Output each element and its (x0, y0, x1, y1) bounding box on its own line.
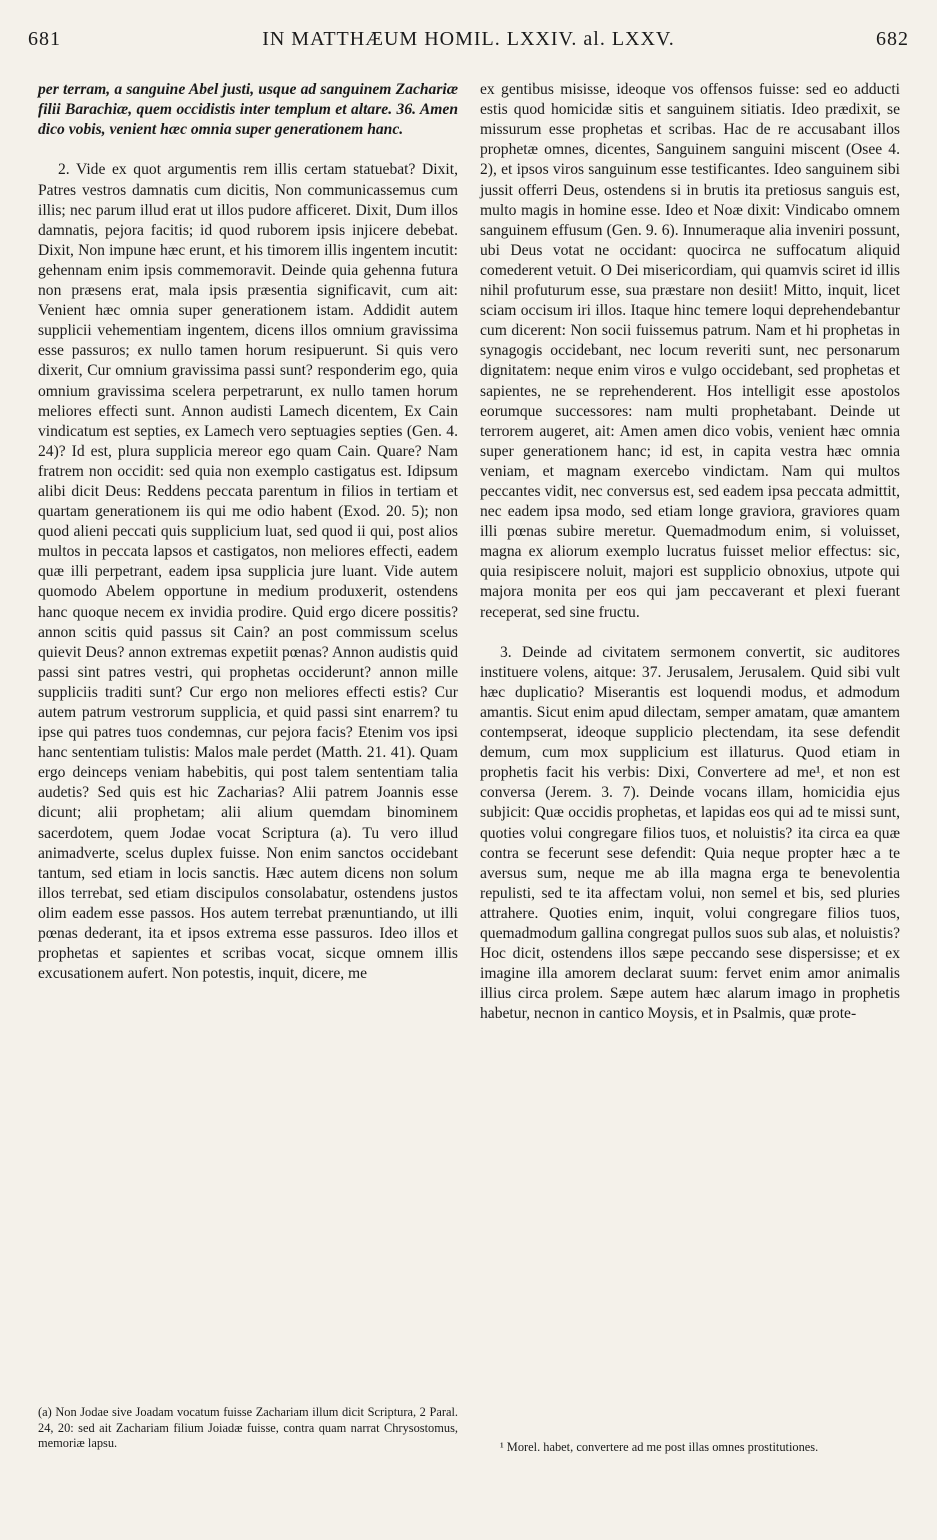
footnote-left: (a) Non Jodae sive Joadam vocatum fuisse Zachariam illum dicit Scriptura, 2 Paral. 24, 20: sed ait Zachariam filium Joiadæ fuisse, contra quam narrat Chrysostomus, memoriæ lapsu. (38, 1405, 458, 1450)
page-number-left: 681 (28, 28, 61, 50)
right-column-paragraph-a: ex gentibus misisse, ideoque vos offensos fuisse: sed eo adducti estis quod homicidæ sitis et sanguinem sitiatis. Ideo prædixit, se missurum esse prophetas et scribas. Hac de re accusabant illos prophetæ omnes, dicentes, Sanguinem sanguini miscent (Osee 4. 2), et ipsos viros sanguinum esse testificantes. Ideo sanguinem sibi jussit offerri Deus, ostendens si in brutis ita pretiosus sanguis est, multo magis in homine esse. Ideo et Noæ dixit: Vindicabo omnem sanguinem effusum (Gen. 9. 6). Innumeraque alia inveniri possunt, ubi Deus votat ne occidant: quocirca ne suffocatum aliquid comederent vetuit. O Dei misericordiam, qui quamvis sciret id illis nihil profuturum esse, sua præstare non desiit! Mitto, inquit, licet sciam occisum iri illos. Itaque hinc temere loqui deprehendebantur cum dicerent: Non socii fuissemus patrum. Nam et hi prophetas in synagogis occidebant, nec locum reveriti sunt, nec personarum dignitatem: neque enim viros e vulgo occidebant, sed prophetas et sapientes, ne se reprehenderent. Hos intelligit esse apostolos eorumque successores: nam multi prophetabant. Deinde ut terrorem augeret, ait: Amen amen dico vobis, venient hæc omnia super generationem hanc; id est, in capita vestra hæc omnia veniam, et magnam exercebo vindictam. Nam qui multos peccantes vidit, nec conversus est, sed eadem ipsa peccata admittit, nec eadem ipsa modo, sed etiam longe graviora, graviores quam illi pœnas subire meretur. Quemadmodum enim, si voluisset, magna ex aliorum exemplo lucratus fuisset melior effectus: sic, quia resipiscere noluit, majori est supplicio obnoxius, utpote qui majora monita per eos qui jam peccaverant et plexi fuerant receperat, sed sine fructu. (480, 81, 900, 621)
running-title: IN MATTHÆUM HOMIL. LXXIV. al. LXXV. (262, 28, 675, 50)
left-column-paragraph-2: 2. Vide ex quot argumentis rem illis certam statuebat? Dixit, Patres vestros damnatis cum dicitis, Non communicassemus cum illis; nec parum illud erat ut illos pudore afficeret. Dixit, Dum illos damnatis, pejora facitis; id quod ruborem ipsis injicere debebat. Dixit, Non impune hæc erunt, et his timorem illis ingentem incutit: gehennam enim ipsis commemoravit. Deinde quia gehenna futura non præsens erat, mala ipsis præsentia significavit, cum ait: Venient hæc omnia super generationem istam. Addidit autem supplicii vehementiam ingentem, dicens illos omnium gravissima esse passuros; ex nullo tamen horum resipuerunt. Si quis vero dixerit, Cur omnium gravissima passi sunt? responderim ego, quia omnium gravissima scelera perpetrarunt, ex nullo tamen horum meliores effecti sunt. Annon audisti Lamech dicentem, Ex Cain vindicatum est septies, ex Lamech vero septuagies septies (Gen. 4. 24)? Id est, plura supplicia mereor ego quam Cain. Quare? Nam fratrem non occidit: sed quia non exemplo castigatus est. Idipsum alibi dicit Deus: Reddens peccata parentum in filios in tertiam et quartam generationem iis qui me odio habent (Exod. 20. 5); non quod alieni peccati quis supplicium luat, sed quod ii qui, post alios multos in peccata lapsos et castigatos, non meliores effecti, eadem quæ illi perpetrant, eadem ipsa supplicia jure luant. Vide autem quomodo Abelem opportune in medium produxerit, ostendens hanc quoque necem ex invidia prodire. Quid ergo dicere possitis? annon scitis quid passus sit Cain? an post commissum scelus quievit Deus? annon extremas expetiit pœnas? Annon audistis quid passi sint patres vestri, qui prophetas occiderunt? annon mille suppliciis traditi sunt? Cur ergo non meliores effecti estis? Cur autem patrum vestrorum supplicia, et quid passi sint enarrem? tu ipse qui patres tuos condemnas, cur pejora facis? Etenim vos ipsi hanc sententiam tulistis: Malos male perdet (Matth. 21. 41). Quam ergo deinceps veniam habebitis, qui post talem sententiam talia audetis? Sed quis est hic Zacharias? Alii patrem Joannis esse dicunt; alii prophetam; alii alium quemdam binominem sacerdotem, quem Jodae vocat Scriptura (a). Tu vero illud animadverte, scelus duplex fuisse. Non enim sanctos occidebant tantum, sed etiam in locis sanctis. Hæc autem dicens non solum illos terrebat, sed etiam discipulos consolabatur, ostendens justos olim eadem esse passos. Hos autem terrebat prænuntiando, ut illi pœnas dederant, ita et ipsos extrema esse passuros. Ideo illos et prophetas et sapientes et scribas vocat, sicque omnem illis excusationem aufert. Non potestis, inquit, dicere, me (38, 161, 458, 983)
running-header (28, 28, 909, 56)
footnote-right: ¹ Morel. habet, convertere ad me post illas omnes prostitutiones. (500, 1440, 819, 1454)
right-column (480, 60, 900, 1440)
right-column-paragraph-3: 3. Deinde ad civitatem sermonem convertit, sic auditores instituere volens, aitque: 37. Jerusalem, Jerusalem. Quid sibi vult hæc duplicatio? Miserantis est loquendi modus, et admodum amantis. Sicut enim apud dilectam, semper amatam, quæ amantem contempserat, ideoque supplicio plectendam, ita sese defendit demum, cum mox supplicium est illaturus. Quod etiam in prophetis facit his verbis: Dixi, Convertere ad me¹, et non est conversa (Jerem. 3. 7). Deinde vocans illam, homicidia ejus subjicit: Quæ occidis prophetas, et lapidas eos qui ad te missi sunt, quoties volui congregare filios tuos, et noluistis? ita circa ea quæ contra se fecerunt sese defendit: Quia neque propter hæc a te aversus sum, neque me ab illa magna erga te benevolentia repulisti, sed te ita affectam volui, non semel et bis, sed pluries attrahere. Quoties enim, inquit, volui congregare filios tuos, quemadmodum gallina congregat pullos suos sub alas, et noluistis? Hoc dicit, ostendens illos sæpe peccando sese dispersisse; et ex imagine illa amorem declarat suum: fervet enim amor animalis illius circa prolem. Sæpe autem hæc alarum imago in prophetis habetur, necnon in cantico Moysis, et in Psalmis, quæ prote- (480, 643, 900, 1023)
page-number-right: 682 (876, 28, 909, 50)
left-column (38, 60, 458, 1405)
left-column-opening: per terram, a sanguine Abel justi, usque ad sanguinem Zachariæ filii Barachiæ, quem occidistis inter templum et altare. 36. Amen dico vobis, venient hæc omnia super generationem hanc. (38, 81, 458, 139)
